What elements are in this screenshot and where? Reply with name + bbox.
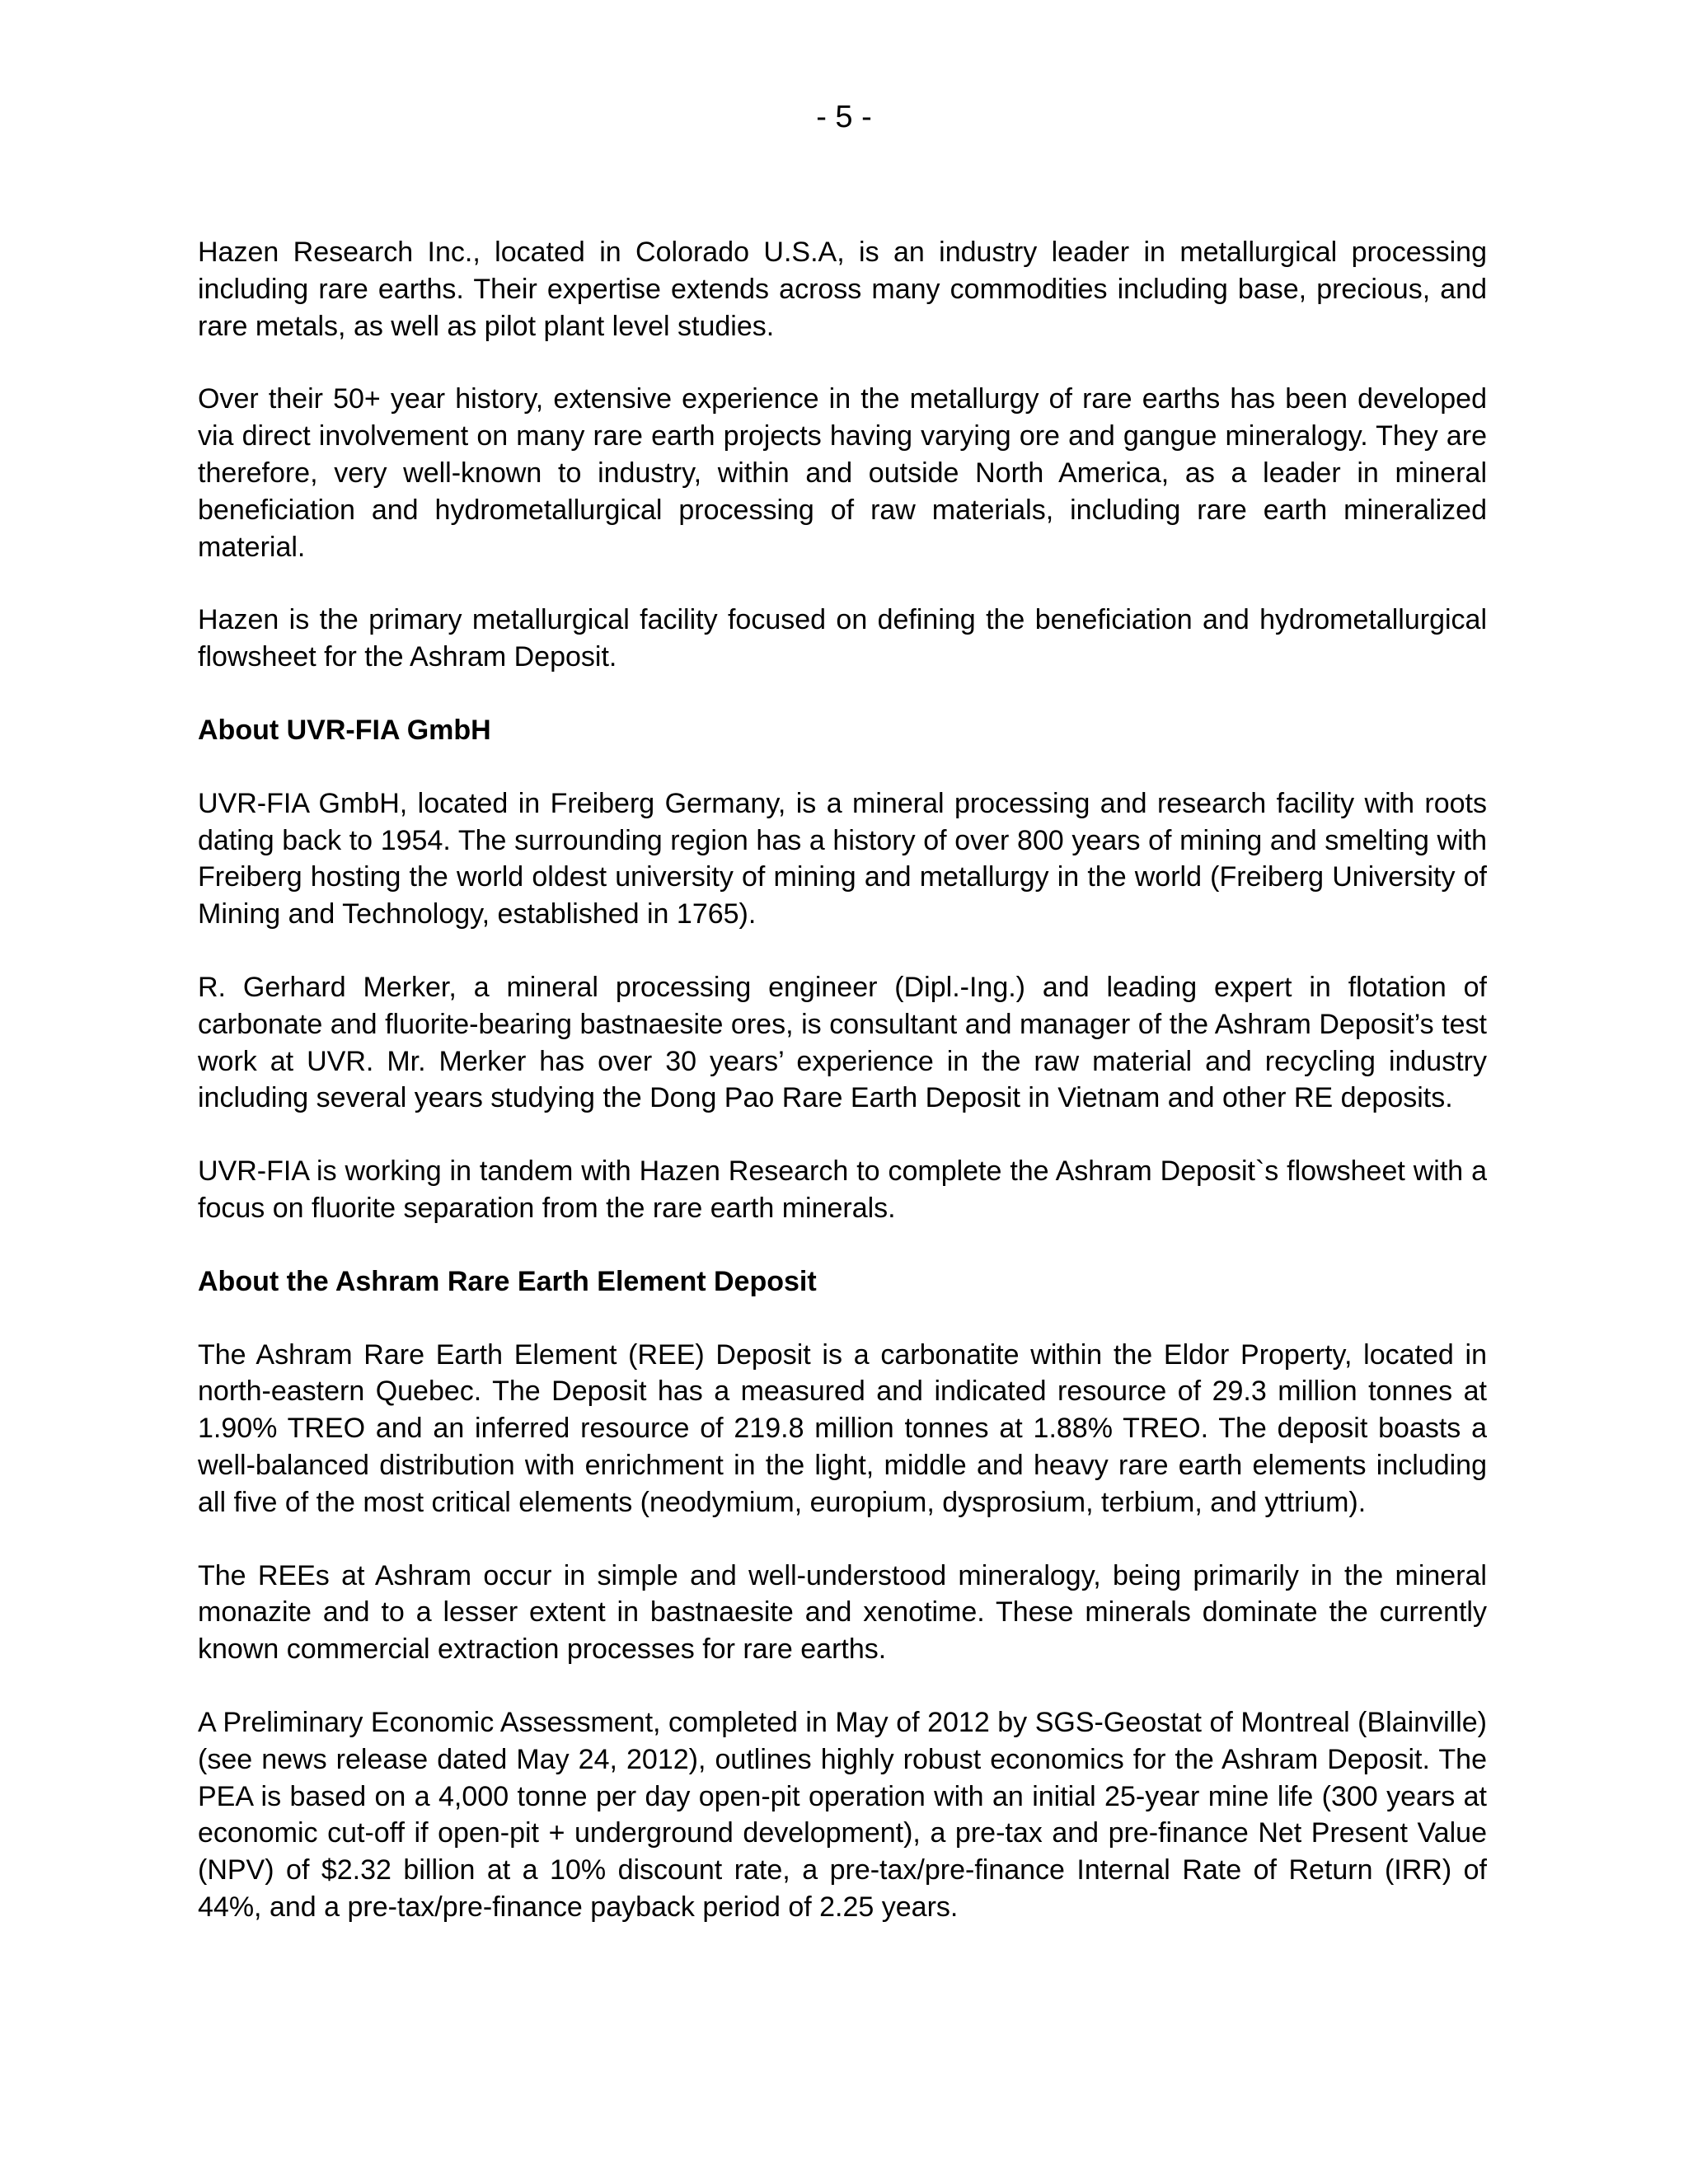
paragraph-hazen-role: Hazen is the primary metallurgical facility focused on defining the beneficiation and hydrometallurgical flowsheet for the Ashram Deposit. bbox=[198, 604, 1487, 673]
paragraph-uvr-intro: UVR-FIA GmbH, located in Freiberg Germany, is a mineral processing and research facility with roots dating back to 1954. The surrounding region has a history of over 800 years of mining and smelting with Freiberg hosting the world oldest university of mining and metallurgy in the world (Freiberg University of Mining and Technology, established in 1765). bbox=[198, 787, 1487, 930]
document-body bbox=[198, 234, 1487, 1962]
paragraph-ashram-mineralogy: The REEs at Ashram occur in simple and well-understood mineralogy, being primarily in the mineral monazite and to a lesser extent in bastnaesite and xenotime. These minerals dominate the currently known commercial extraction processes for rare earths. bbox=[198, 1559, 1487, 1666]
paragraph-ashram-resource: The Ashram Rare Earth Element (REE) Deposit is a carbonatite within the Eldor Property, located in north-eastern Quebec. The Deposit has a measured and indicated resource of 29.3 million tonnes at 1.90% TREO and an inferred resource of 219.8 million tonnes at 1.88% TREO. The deposit boasts a well-balanced distribution with enrichment in the light, middle and heavy rare earth elements including all five of the most critical elements (neodymium, europium, dysprosium, terbium, and yttrium). bbox=[198, 1338, 1487, 1518]
section-heading-ashram: About the Ashram Rare Earth Element Deposit bbox=[198, 1265, 817, 1297]
paragraph-hazen-history: Over their 50+ year history, extensive experience in the metallurgy of rare earths has been developed via direct involvement on many rare earth projects having varying ore and gangue mineralogy. They are therefore, very well-known to industry, within and outside North America, as a leader in mineral beneficiation and hydrometallurgical processing of raw materials, including rare earth mineralized material. bbox=[198, 383, 1487, 563]
paragraph-uvr-merker: R. Gerhard Merker, a mineral processing engineer (Dipl.-Ing.) and leading expert in flotation of carbonate and fluorite-bearing bastnaesite ores, is consultant and manager of the Ashram Deposit’s test work at UVR. Mr. Merker has over 30 years’ experience in the raw material and recycling industry including several years studying the Dong Pao Rare Earth Deposit in Vietnam and other RE deposits. bbox=[198, 971, 1487, 1114]
section-heading-uvr-fia: About UVR-FIA GmbH bbox=[198, 714, 491, 746]
page-number: - 5 - bbox=[816, 100, 872, 134]
paragraph-ashram-pea: A Preliminary Economic Assessment, completed in May of 2012 by SGS-Geostat of Montreal (Blainville) (see news release dated May 24, 2012), outlines highly robust economics for the Ashram Deposit. The PEA is based on a 4,000 tonne per day open-pit operation with an initial 25-year mine life (300 years at economic cut-off if open-pit + underground development), a pre-tax and pre-finance Net Present Value (NPV) of $2.32 billion at a 10% discount rate, a pre-tax/pre-finance Internal Rate of Return (IRR) of 44%, and a pre-tax/pre-finance payback period of 2.25 years. bbox=[198, 1706, 1487, 1923]
paragraph-uvr-tandem: UVR-FIA is working in tandem with Hazen Research to complete the Ashram Deposit`s flowsheet with a focus on fluorite separation from the rare earth minerals. bbox=[198, 1155, 1487, 1224]
paragraph-hazen-intro: Hazen Research Inc., located in Colorado U.S.A, is an industry leader in metallurgical processing including rare earths. Their expertise extends across many commodities including base, precious, and rare metals, as well as pilot plant level studies. bbox=[198, 237, 1487, 342]
